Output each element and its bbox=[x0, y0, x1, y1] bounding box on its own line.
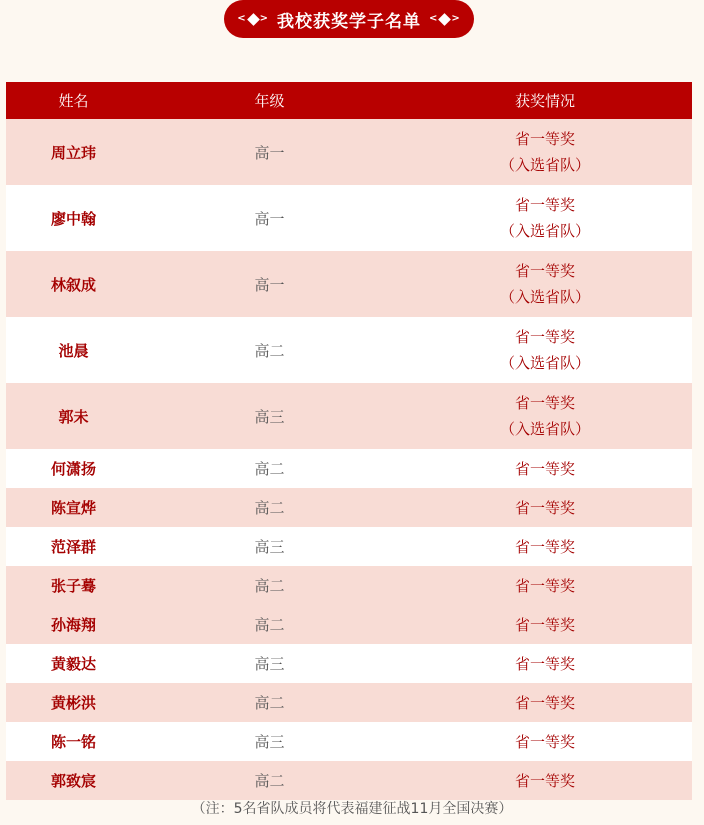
award-level: 省一等奖 bbox=[514, 130, 575, 148]
student-award: 省一等奖 bbox=[398, 527, 692, 566]
student-name: 郭未 bbox=[6, 383, 141, 449]
student-grade: 高三 bbox=[141, 527, 398, 566]
header-name: 姓名 bbox=[6, 82, 141, 119]
student-name: 何潇扬 bbox=[6, 449, 141, 488]
table-row bbox=[6, 251, 692, 317]
student-grade: 高二 bbox=[141, 605, 398, 644]
student-grade: 高一 bbox=[141, 119, 398, 185]
award-table bbox=[6, 82, 692, 800]
student-grade: 高二 bbox=[141, 449, 398, 488]
student-name: 陈一铭 bbox=[6, 722, 141, 761]
header-award: 获奖情况 bbox=[398, 82, 692, 119]
award-level: 省一等奖 bbox=[514, 394, 575, 412]
table-row bbox=[6, 119, 692, 185]
table-row bbox=[6, 761, 692, 800]
student-grade: 高一 bbox=[141, 185, 398, 251]
student-award: 省一等奖 bbox=[398, 605, 692, 644]
student-name: 池晨 bbox=[6, 317, 141, 383]
student-name: 郭致宸 bbox=[6, 761, 141, 800]
award-level: 省一等奖 bbox=[514, 262, 575, 280]
footnote: （注：5名省队成员将代表福建征战11月全国决赛） bbox=[191, 801, 513, 817]
student-award: 省一等奖 bbox=[398, 449, 692, 488]
table-header-row bbox=[6, 82, 692, 119]
award-note: （入选省队） bbox=[499, 420, 590, 438]
table-row bbox=[6, 605, 692, 644]
student-name: 范泽群 bbox=[6, 527, 141, 566]
student-name: 黄彬洪 bbox=[6, 683, 141, 722]
table-row bbox=[6, 683, 692, 722]
table-row bbox=[6, 527, 692, 566]
student-name: 廖中翰 bbox=[6, 185, 141, 251]
table-row bbox=[6, 383, 692, 449]
table-row bbox=[6, 317, 692, 383]
table-row bbox=[6, 644, 692, 683]
student-award: 省一等奖 bbox=[398, 488, 692, 527]
table-row bbox=[6, 488, 692, 527]
student-grade: 高一 bbox=[141, 251, 398, 317]
student-grade: 高二 bbox=[141, 488, 398, 527]
student-name: 孙海翔 bbox=[6, 605, 141, 644]
student-award bbox=[398, 383, 692, 449]
student-award: 省一等奖 bbox=[398, 761, 692, 800]
student-grade: 高三 bbox=[141, 644, 398, 683]
table-row bbox=[6, 722, 692, 761]
right-diamond-ornament-icon: < > bbox=[429, 13, 461, 24]
student-award bbox=[398, 119, 692, 185]
student-grade: 高二 bbox=[141, 566, 398, 605]
title-banner bbox=[224, 0, 474, 38]
student-award bbox=[398, 185, 692, 251]
student-name: 黄毅达 bbox=[6, 644, 141, 683]
student-award: 省一等奖 bbox=[398, 683, 692, 722]
award-note: （入选省队） bbox=[499, 288, 590, 306]
page-title: 我校获奖学子名单 bbox=[277, 11, 421, 32]
award-level: 省一等奖 bbox=[514, 196, 575, 214]
student-award: 省一等奖 bbox=[398, 566, 692, 605]
student-name: 陈宣烨 bbox=[6, 488, 141, 527]
student-award: 省一等奖 bbox=[398, 644, 692, 683]
student-grade: 高三 bbox=[141, 722, 398, 761]
student-award bbox=[398, 317, 692, 383]
award-note: （入选省队） bbox=[499, 156, 590, 174]
student-name: 周立玮 bbox=[6, 119, 141, 185]
student-award bbox=[398, 251, 692, 317]
student-grade: 高二 bbox=[141, 317, 398, 383]
award-note: （入选省队） bbox=[499, 354, 590, 372]
student-grade: 高三 bbox=[141, 383, 398, 449]
student-name: 张子蓦 bbox=[6, 566, 141, 605]
award-note: （入选省队） bbox=[499, 222, 590, 240]
award-level: 省一等奖 bbox=[514, 328, 575, 346]
student-name: 林叙成 bbox=[6, 251, 141, 317]
table-row bbox=[6, 185, 692, 251]
table-row bbox=[6, 566, 692, 605]
student-grade: 高二 bbox=[141, 683, 398, 722]
student-grade: 高二 bbox=[141, 761, 398, 800]
table-row bbox=[6, 449, 692, 488]
left-diamond-ornament-icon: < > bbox=[237, 13, 269, 24]
student-award: 省一等奖 bbox=[398, 722, 692, 761]
header-grade: 年级 bbox=[141, 82, 398, 119]
